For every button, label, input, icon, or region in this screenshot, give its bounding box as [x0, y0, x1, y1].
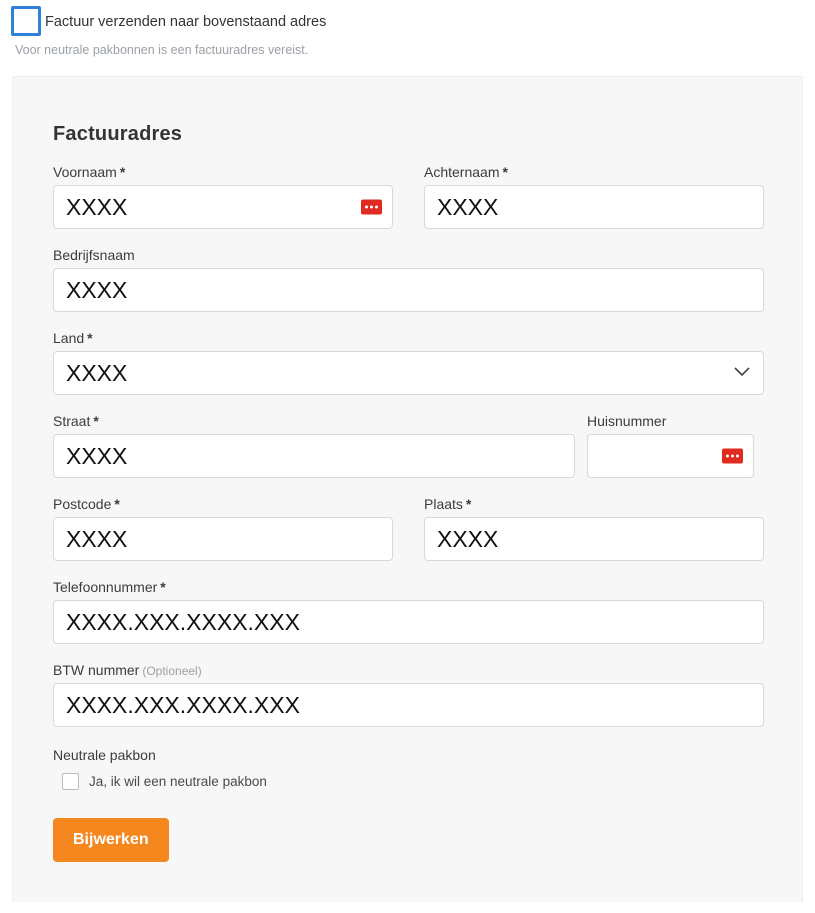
- required-marker: *: [114, 496, 120, 512]
- country-select[interactable]: [53, 351, 764, 395]
- postcode-input[interactable]: [53, 517, 393, 561]
- vat-label: BTW nummer (Optioneel): [53, 662, 202, 678]
- city-label: Plaats *: [424, 496, 472, 512]
- company-input[interactable]: [53, 268, 764, 312]
- city-field-group: [424, 478, 764, 561]
- billing-address-panel: [12, 76, 803, 902]
- vat-input[interactable]: [53, 683, 764, 727]
- country-select-wrap: [53, 351, 764, 395]
- phone-input[interactable]: [53, 600, 764, 644]
- street-field-group: [53, 395, 575, 478]
- neutral-packing-slip-checkbox[interactable]: [62, 773, 79, 790]
- postcode-field-group: [53, 478, 393, 561]
- house-number-input[interactable]: [587, 434, 754, 478]
- phone-field-group: [53, 579, 764, 644]
- send-invoice-to-address-checkbox[interactable]: [11, 6, 41, 36]
- street-label: Straat *: [53, 413, 99, 429]
- first-name-input[interactable]: [53, 185, 393, 229]
- postcode-city-row: [53, 478, 764, 561]
- neutral-packing-slip-title: Neutrale pakbon: [53, 747, 156, 763]
- house-number-field-group: [587, 395, 754, 478]
- house-number-label: Huisnummer: [587, 413, 667, 429]
- street-input[interactable]: [53, 434, 575, 478]
- neutral-packing-slip-label: Ja, ik wil een neutrale pakbon: [89, 774, 267, 789]
- last-name-field-group: [424, 146, 764, 229]
- neutral-packing-slip-hint: Voor neutrale pakbonnen is een factuuradres vereist.: [15, 43, 309, 57]
- house-number-input-wrap: [587, 434, 754, 478]
- first-name-input-wrap: [53, 185, 393, 229]
- invoice-address-checkbox-line: [12, 10, 802, 36]
- page-title: Factuuradres: [53, 123, 183, 145]
- company-label: Bedrijfsnaam: [53, 247, 135, 263]
- last-name-input[interactable]: [424, 185, 764, 229]
- country-field-group: [53, 330, 764, 395]
- phone-label: Telefoonnummer *: [53, 579, 166, 595]
- country-label: Land *: [53, 330, 93, 346]
- send-invoice-to-address-label: Factuur verzenden naar bovenstaand adres: [45, 14, 327, 30]
- required-marker: *: [465, 496, 472, 512]
- postcode-label: Postcode *: [53, 496, 120, 512]
- company-field-group: [53, 247, 764, 312]
- last-name-label: Achternaam *: [424, 164, 508, 180]
- neutral-packing-slip-row: [62, 773, 764, 790]
- invoice-address-toggle-row: [12, 10, 802, 57]
- street-row: [53, 395, 764, 478]
- required-marker: *: [160, 579, 166, 595]
- required-marker: *: [93, 413, 99, 429]
- required-marker: *: [87, 330, 93, 346]
- optional-marker: (Optioneel): [142, 664, 202, 678]
- name-row: [53, 146, 764, 229]
- first-name-label: Voornaam *: [53, 164, 126, 180]
- billing-address-form: [53, 77, 764, 862]
- city-input[interactable]: [424, 517, 764, 561]
- update-button[interactable]: Bijwerken: [53, 818, 169, 862]
- vat-field-group: [53, 662, 764, 727]
- required-marker: *: [119, 164, 126, 180]
- required-marker: *: [502, 164, 508, 180]
- first-name-field-group: [53, 146, 393, 229]
